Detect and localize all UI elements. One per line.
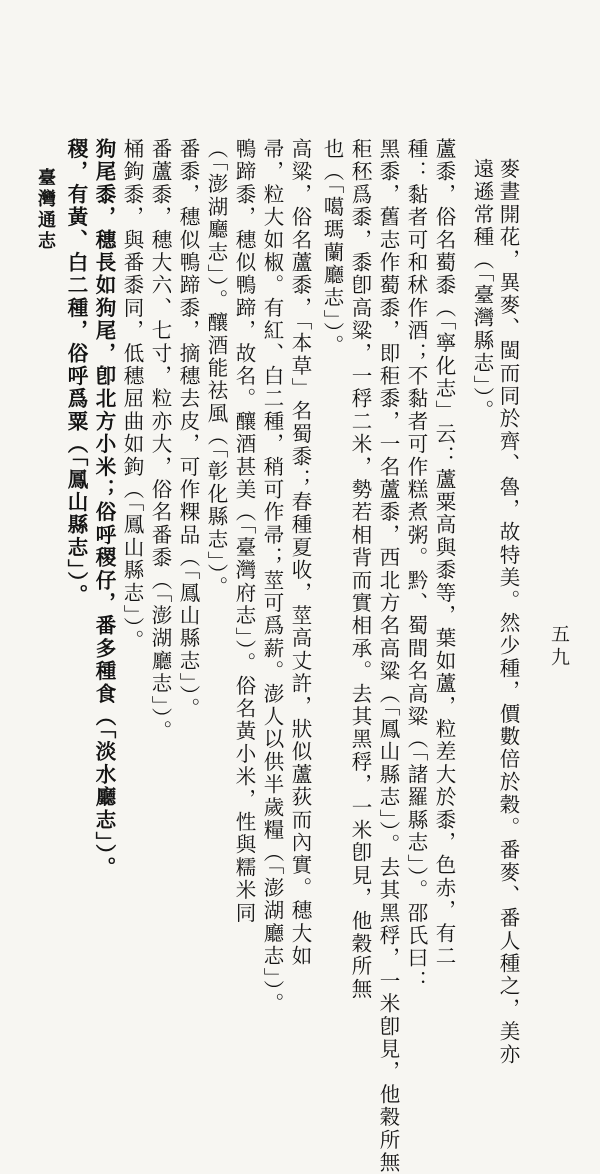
text-column-9: 帚，粒大如椒。有紅、白二種，稍可作帚；莖可爲薪。澎人以供半歲糧（「澎湖廳志」）。 bbox=[260, 138, 284, 1016]
page-number: 五九 bbox=[548, 624, 570, 670]
text-column-12: 番黍，穗似鴨蹄黍，摘穗去皮，可作粿品（「鳳山縣志」）。 bbox=[176, 138, 200, 721]
text-column-3: 蘆黍，俗名薥黍（「寧化志」云：蘆粟高與黍等，葉如蘆，粒差大於黍，色赤，有二 bbox=[432, 138, 456, 968]
text-column-11: （「澎湖廳志」）。釀酒能祛風（「彰化縣志」）。 bbox=[204, 138, 228, 599]
text-column-5: 黑黍，舊志作薥黍，即秬黍，一名蘆黍，西北方名高粱（「鳳山縣志」）。去其黑稃，一米卽見，他穀所無 bbox=[376, 138, 400, 1174]
text-column-16: 稷，有黃、白二種，俗呼爲粟（「鳳山縣志」）。 bbox=[64, 138, 88, 607]
text-column-6: 秬秠爲黍，黍卽高粱，一稃二米，勢若相背而實相承。去其黑稃，一米卽見，他穀所無 bbox=[348, 138, 372, 1001]
text-column-4: 種：黏者可和秫作酒；不黏者可作糕煮粥。黔、蜀間名高粱（「諸羅縣志」）。邵氏曰： bbox=[404, 138, 428, 993]
text-column-14: 桶鉤黍，與番黍同，低穗屈曲如鉤（「鳳山縣志」）。 bbox=[120, 138, 144, 653]
text-column-10: 鴨蹄黍，穗似鴨蹄，故名。釀酒甚美（「臺灣府志」）。俗名黃小米，性與糯米同 bbox=[232, 138, 256, 925]
text-column-1: 麥晝開花，異麥、閩而同於齊、魯，故特美。然少種，價數倍於穀。番麥、番人種之，美亦 bbox=[496, 158, 520, 1066]
running-title: 臺灣通志 bbox=[35, 168, 56, 252]
text-column-8: 高粱，俗名蘆黍，「本草」名蜀黍；春種夏收，莖高丈許，狀似蘆荻而內實。穗大如 bbox=[288, 138, 312, 968]
text-column-7: 也（「噶瑪蘭廳志」）。 bbox=[320, 138, 344, 357]
text-column-2: 遠遜常種（「臺灣縣志」）。 bbox=[470, 158, 494, 423]
text-column-13: 番蘆黍，穗大六、七寸，粒亦大，俗名番黍（「澎湖廳志」）。 bbox=[148, 138, 172, 743]
text-column-15: 狗尾黍，穗長如狗尾，卽北方小米；俗呼稷仔，番多種食（「淡水廳志」）。 bbox=[92, 138, 116, 880]
